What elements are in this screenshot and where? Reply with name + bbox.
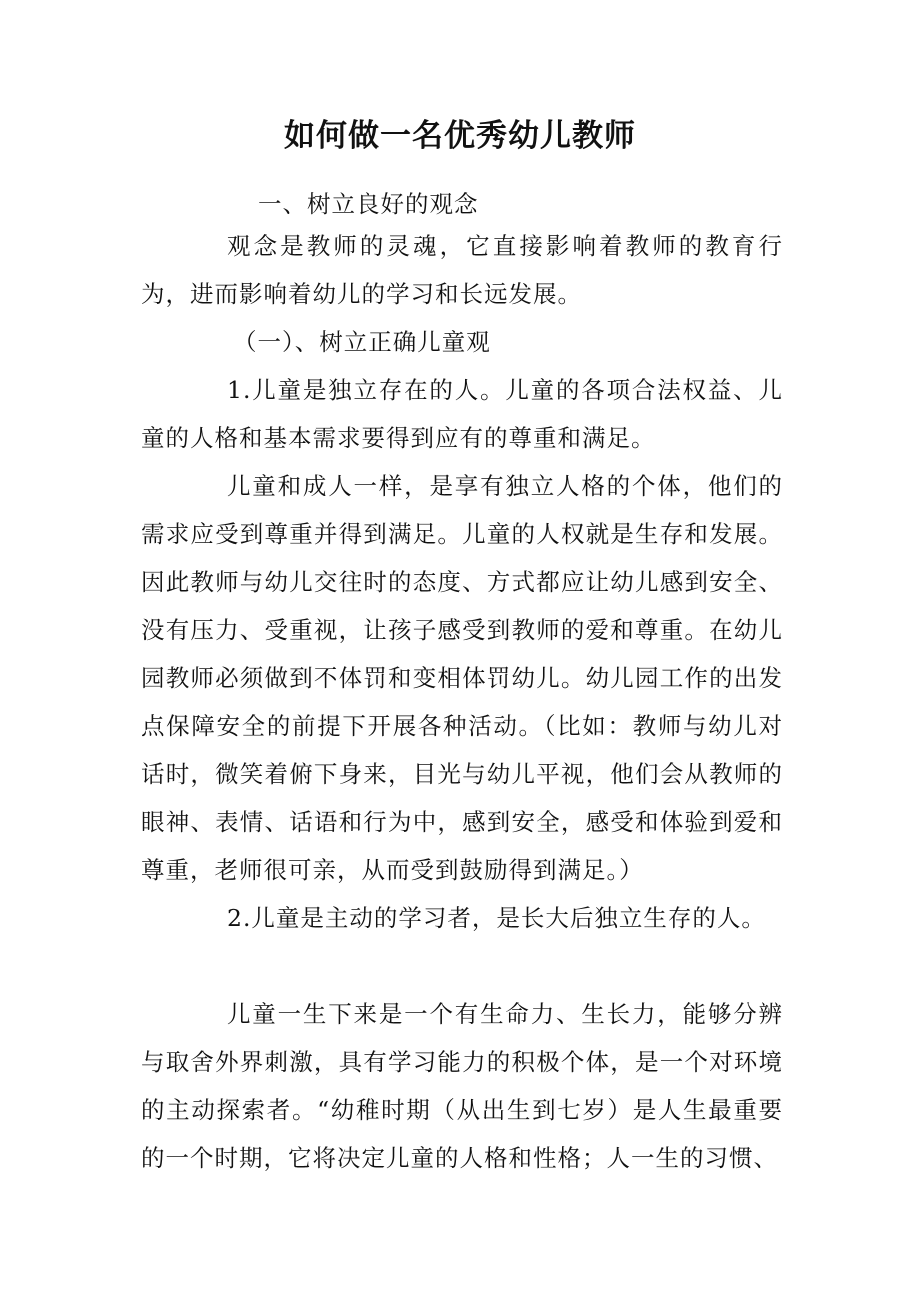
- point-1: 1.儿童是独立存在的人。儿童的各项合法权益、儿童的人格和基本需求要得到应有的尊重和满足。: [141, 376, 783, 452]
- paragraph-independence: 儿童和成人一样，是享有独立人格的个体，他们的需求应受到尊重并得到满足。儿童的人权就是生存和发展。因此教师与幼儿交往时的态度、方式都应让幼儿感到安全、没有压力、受重视，让孩子感受到教师的爱和尊重。在幼儿园教师必须做到不体罚和变相体罚幼儿。幼儿园工作的出发点保障安全的前提下开展各种活动。（比如：教师与幼儿对话时，微笑着俯下身来，目光与幼儿平视，他们会从教师的眼神、表情、话语和行为中，感到安全，感受和体验到爱和尊重，老师很可亲，从而受到鼓励得到满足。）: [141, 472, 783, 884]
- paragraph-active-learner: 儿童一生下来是一个有生命力、生长力，能够分辨与取舍外界刺激，具有学习能力的积极个体，是一个对环境的主动探索者。“幼稚时期（从出生到七岁）是人生最重要的一个时期，它将决定儿童的人格和性格；人一生的习惯、: [141, 1000, 783, 1172]
- section-heading-1: 一、树立良好的观念: [258, 190, 479, 218]
- point-2: 2.儿童是主动的学习者，是长大后独立生存的人。: [227, 904, 766, 932]
- document-title: 如何做一名优秀幼儿教师: [284, 118, 636, 154]
- paragraph-concept: 观念是教师的灵魂，它直接影响着教师的教育行为，进而影响着幼儿的学习和长远发展。: [141, 232, 783, 308]
- subsection-heading-1: （一）、树立正确儿童观: [233, 328, 491, 356]
